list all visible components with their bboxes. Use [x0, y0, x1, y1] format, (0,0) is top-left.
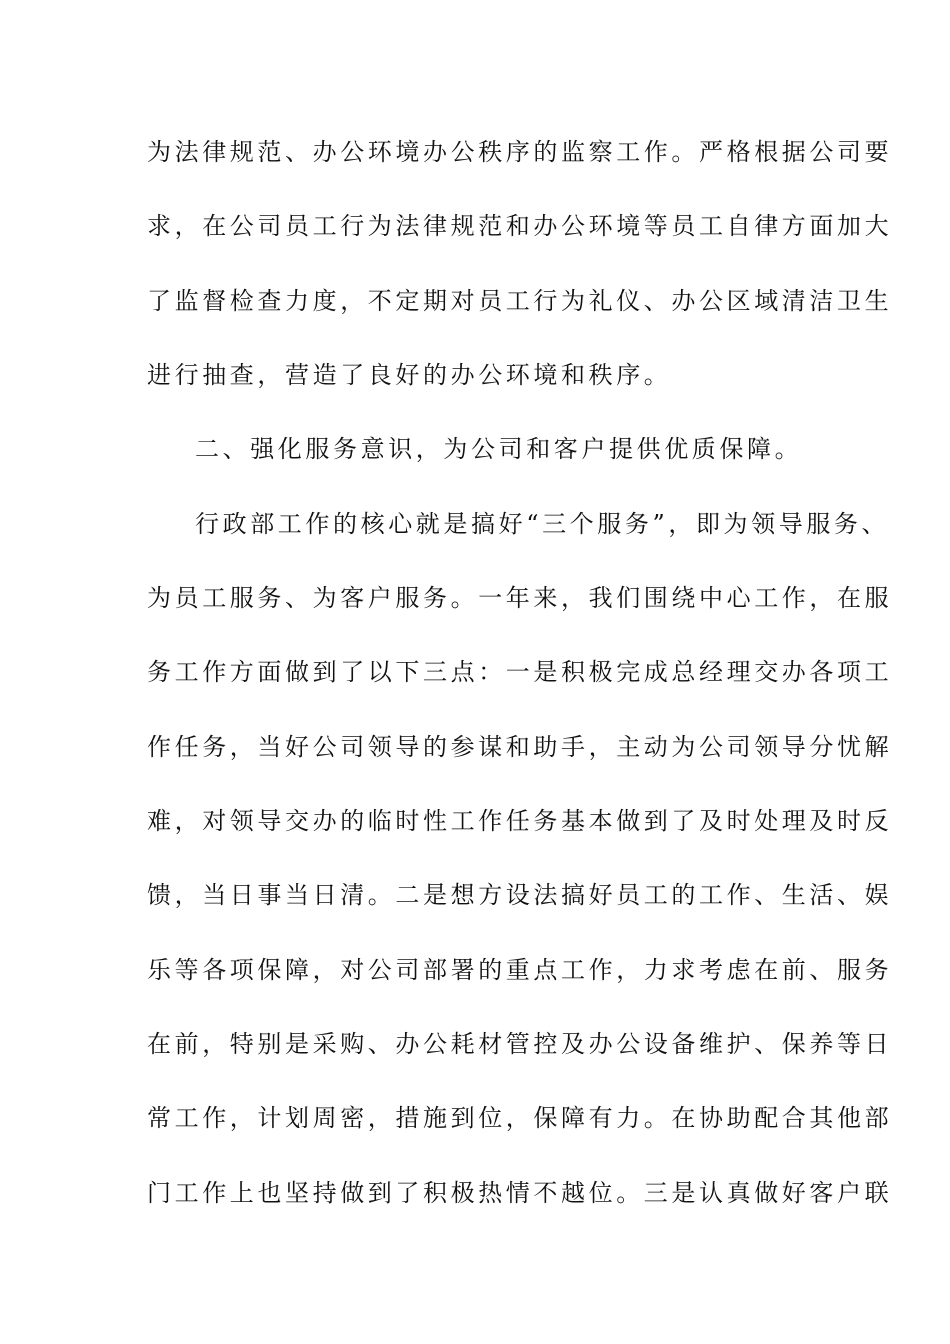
- text-line: 求，在公司员工行为法律规范和办公环境等员工自律方面加大: [147, 212, 893, 240]
- text-line: 为员工服务、为客户服务。一年来，我们围绕中心工作，在服: [147, 584, 893, 612]
- text-line: 为法律规范、办公环境办公秩序的监察工作。严格根据公司要: [147, 138, 893, 166]
- text-line: 行政部工作的核心就是搞好“三个服务”，即为领导服务、: [195, 510, 890, 538]
- text-line: 门工作上也坚持做到了积极热情不越位。三是认真做好客户联: [147, 1179, 893, 1207]
- text-line: 了监督检查力度，不定期对员工行为礼仪、办公区域清洁卫生: [147, 287, 893, 315]
- text-line: 常工作，计划周密，措施到位，保障有力。在协助配合其他部: [147, 1104, 893, 1132]
- text-line: 务工作方面做到了以下三点：一是积极完成总经理交办各项工: [147, 658, 893, 686]
- text-line: 作任务，当好公司领导的参谋和助手，主动为公司领导分忧解: [147, 733, 893, 761]
- text-line: 馈，当日事当日清。二是想方设法搞好员工的工作、生活、娱: [147, 881, 893, 909]
- text-line: 进行抽查，营造了良好的办公环境和秩序。: [147, 361, 672, 389]
- text-line: 难，对领导交办的临时性工作任务基本做到了及时处理及时反: [147, 807, 893, 835]
- text-line: 在前，特别是采购、办公耗材管控及办公设备维护、保养等日: [147, 1030, 893, 1058]
- section-heading: 二、强化服务意识，为公司和客户提供优质保障。: [195, 435, 803, 463]
- text-line: 乐等各项保障，对公司部署的重点工作，力求考虑在前、服务: [147, 956, 893, 984]
